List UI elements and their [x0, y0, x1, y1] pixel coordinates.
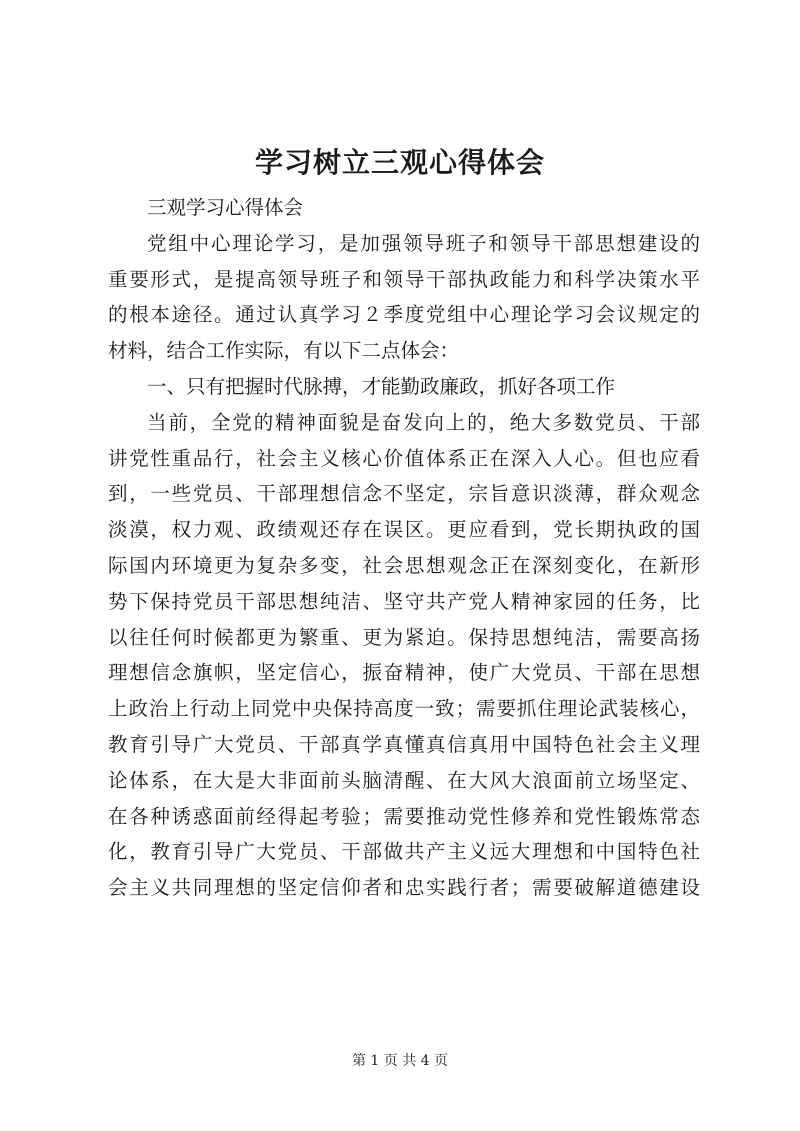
paragraph-line: 会主义共同理想的坚定信仰者和忠实践行者；需要破解道德建设: [108, 876, 700, 900]
paragraph-line: 重要形式，是提高领导班子和领导干部执政能力和科学决策水平: [108, 267, 700, 291]
document-body: [108, 190, 700, 906]
paragraph-line: 化，教育引导广大党员、干部做共产主义远大理想和中国特色社: [108, 840, 700, 864]
paragraph-line: 以往任何时候都更为繁重、更为紧迫。保持思想纯洁，需要高扬: [108, 625, 700, 649]
paragraph-line: 到，一些党员、干部理想信念不坚定，宗旨意识淡薄，群众观念: [108, 482, 700, 506]
page-number-footer: 第 1 页 共 4 页: [351, 1053, 449, 1069]
paragraph-line: 势下保持党员干部思想纯洁、坚守共产党人精神家园的任务，比: [108, 589, 700, 613]
paragraph-line: 党组中心理论学习，是加强领导班子和领导干部思想建设的: [147, 231, 700, 255]
paragraph-line: 讲党性重品行，社会主义核心价值体系正在深入人心。但也应看: [108, 446, 700, 470]
paragraph-line: 论体系，在大是大非面前头脑清醒、在大风大浪面前立场坚定、: [108, 768, 700, 792]
paragraph-line: 际国内环境更为复杂多变，社会思想观念正在深刻变化，在新形: [108, 553, 700, 577]
section-heading: 一、只有把握时代脉搏，才能勤政廉政，抓好各项工作: [147, 374, 616, 398]
paragraph-line: 在各种诱惑面前经得起考验；需要推动党性修养和党性锻炼常态: [108, 804, 700, 828]
paragraph-line: 理想信念旗帜，坚定信心，振奋精神，使广大党员、干部在思想: [108, 661, 700, 685]
subtitle-line: 三观学习心得体会: [147, 196, 304, 219]
document-title: 学习树立三观心得体会: [254, 146, 545, 179]
paragraph-line: 当前，全党的精神面貌是奋发向上的，绝大多数党员、干部: [147, 410, 700, 434]
paragraph-line: 材料，结合工作实际，有以下二点体会：: [108, 339, 460, 363]
paragraph-line: 上政治上行动上同党中央保持高度一致；需要抓住理论武装核心，: [108, 697, 700, 721]
paragraph-line: 淡漠，权力观、政绩观还存在误区。更应看到，党长期执政的国: [108, 518, 700, 542]
paragraph-line: 的根本途径。通过认真学习２季度党组中心理论学习会议规定的: [108, 303, 700, 327]
paragraph-line: 教育引导广大党员、干部真学真懂真信真用中国特色社会主义理: [108, 732, 700, 756]
